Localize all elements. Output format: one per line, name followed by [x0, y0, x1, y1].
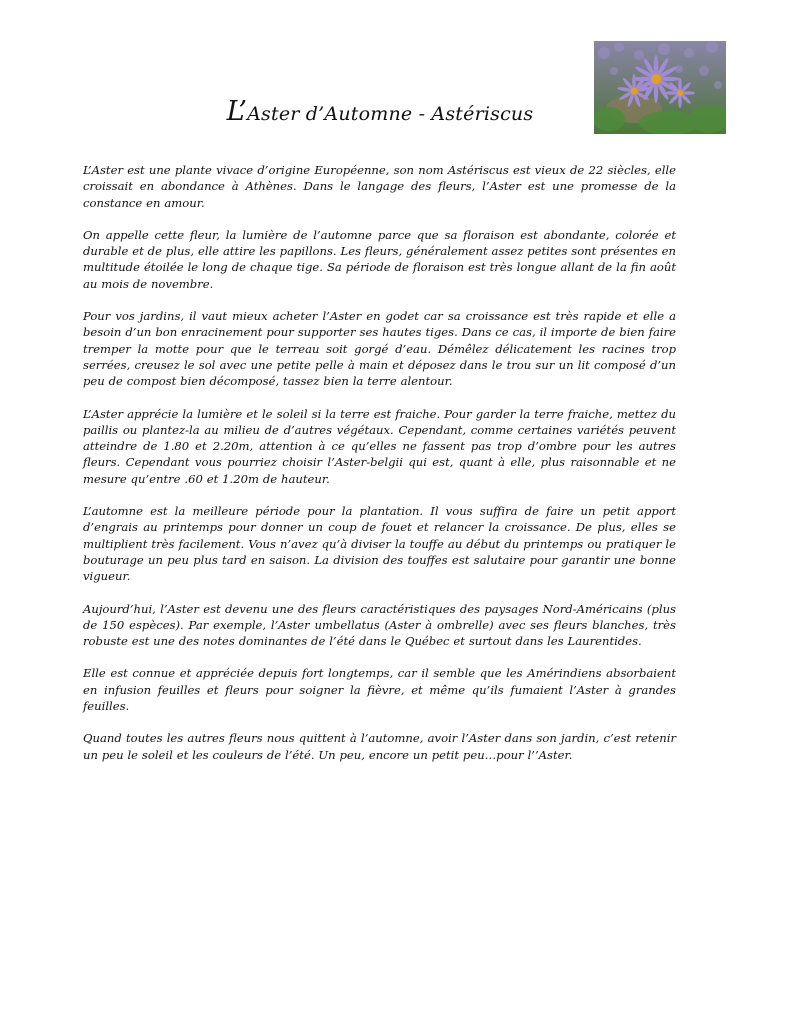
paragraph-planting: Pour vos jardins, il vaut mieux acheter l’Aster en godet car sa croissance est très rapide et elle a besoin d’un bon enracinement pour supporter ses hautes tiges. Dans ce cas, il importe de bien faire tremper la motte pour que le terreau soit gorgé d’eau. Démêlez délicatement les racines trop serrées, creusez le sol avec une petite pelle à main et déposez dans le trou sur un lit composé d’un peu de compost bien décomposé, tassez bien la terre alentour.	[83, 309, 676, 389]
title-text: Aster d’Automne - Astériscus	[247, 103, 534, 125]
paragraph-origin: L’Aster est une plante vivace d’origine Européenne, son nom Astériscus est vieux de 22 siècles, elle croissait en abondance à Athènes. Dans le langage des fleurs, l’Aster est une promesse de la constance en amour.	[83, 163, 676, 210]
paragraph-autumn: L’automne est la meilleure période pour la plantation. Il vous suffira de faire un petit apport d’engrais au printemps pour donner un coup de fouet et relancer la croissance. De plus, elles se multiplient très facilement. Vous n’avez qu’à diviser la touffe au début du printemps ou pratiquer le bouturage un peu plus tard en saison. La division des touffes est salutaire pour garantir une bonne vigueur.	[83, 504, 676, 584]
paragraph-north-america: Aujourd’hui, l’Aster est devenu une des fleurs caractéristiques des paysages Nord-Américains (plus de 150 espèces). Par exemple, l’Aster umbellatus (Aster à ombrelle) avec ses fleurs blanches, très robuste est une des notes dominantes de l’été dans le Québec et surtout dans les Laurentides.	[83, 601, 676, 649]
page-title	[0, 96, 760, 127]
paragraph-light: L’Aster apprécie la lumière et le soleil si la terre est fraiche. Pour garder la terre fraiche, mettez du paillis ou plantez-la au milieu de d’autres végétaux. Cependant, comme certaines variétés peuvent atteindre de 1.80 et 2.20m, attention à ce qu’elles ne fassent pas trop d’ombre pour les autres fleurs. Cependant vous pourriez choisir l’Aster-belgii qui est, quant à elle, plus raisonnable et ne mesure qu’entre .60 et 1.20m de hauteur.	[83, 406, 676, 486]
document-body	[83, 162, 676, 779]
paragraph-amerindians: Elle est connue et appréciée depuis fort longtemps, car il semble que les Amérindiens absorbaient en infusion feuilles et fleurs pour soigner la fièvre, et même qu’ils fumaient l’Aster à grandes feuilles.	[83, 666, 676, 714]
title-initial: L’	[226, 96, 248, 127]
paragraph-flowering: On appelle cette fleur, la lumière de l’automne parce que sa floraison est abondante, colorée et durable et de plus, elle attire les papillons. Les fleurs, généralement assez petites sont présentes en multitude étoilée le long de chaque tige. Sa période de floraison est très longue allant de la fin août au mois de novembre.	[83, 227, 676, 291]
paragraph-conclusion: Quand toutes les autres fleurs nous quittent à l’automne, avoir l’Aster dans son jardin, c’est retenir un peu le soleil et les couleurs de l’été. Un peu, encore un petit peu…pour l’’Aster.	[83, 731, 676, 762]
